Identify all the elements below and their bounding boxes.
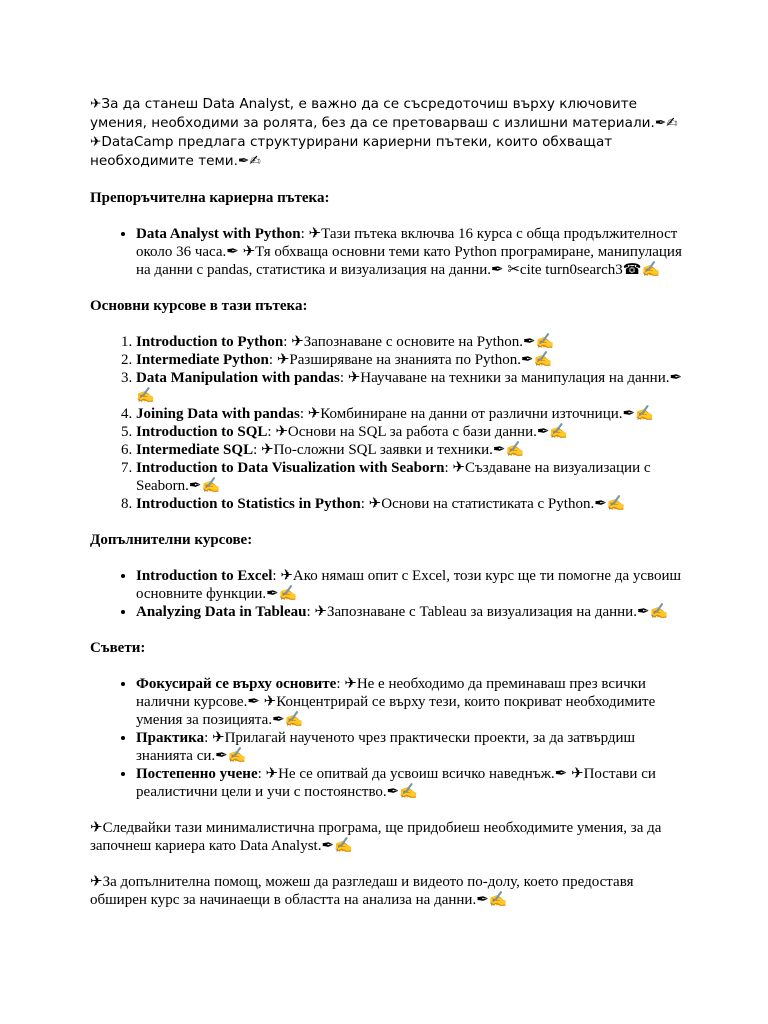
item-text: : ✈Комбиниране на данни от различни източници.✒✍ <box>299 406 654 422</box>
intro-paragraph: ✈За да станеш Data Analyst, е важно да се съсредоточиш върху ключовите умения, необходими за ролята, без да се претоварваш с излишни материали.✒✍ ✈DataCamp предлага структурирани кариерни пътеки, които обхващат необходимите теми.✒✍ <box>90 96 678 169</box>
item-title: Introduction to SQL <box>136 424 268 440</box>
core-courses-heading: Основни курсове в тази пътека: <box>90 298 308 314</box>
core-courses-list <box>90 333 690 513</box>
video-paragraph: ✈За допълнителна помощ, можеш да разгледаш и видеото по-долу, което предоставя обширен курс за начинаещи в областта на анализа на данни.✒✍ <box>90 874 634 908</box>
item-text: : ✈Запознаване с Tableau за визуализация на данни.✒✍ <box>306 604 669 620</box>
list-item <box>136 675 690 729</box>
item-text: : ✈Разширяване на знанията по Python.✒✍ <box>268 352 553 368</box>
item-text: : ✈Запознаване с основите на Python.✒✍ <box>283 334 555 350</box>
list-item <box>136 459 690 495</box>
item-title: Introduction to Statistics in Python <box>136 496 361 512</box>
item-title: Практика <box>136 730 205 746</box>
list-item <box>136 729 690 765</box>
list-item <box>136 369 690 405</box>
list-item <box>136 333 690 351</box>
item-title: Intermediate Python <box>136 352 269 368</box>
tips-heading: Съвети: <box>90 640 146 656</box>
item-text: : ✈Не е необходимо да преминаваш през всички налични курсове.✒ ✈Концентрирай се върху тези, които покриват необходимите умения за позицията.✒✍ <box>136 676 656 728</box>
item-title: Фокусирай се върху основите <box>136 676 337 692</box>
item-title: Постепенно учене <box>136 766 258 782</box>
list-item <box>136 441 690 459</box>
list-item <box>136 765 690 801</box>
item-text: : ✈Научаване на техники за манипулация на данни.✒✍ <box>136 370 683 404</box>
list-item <box>136 351 690 369</box>
list-item <box>136 225 690 279</box>
item-title: Introduction to Data Visualization with Seaborn <box>136 460 445 476</box>
list-item <box>136 423 690 441</box>
list-item <box>136 495 690 513</box>
item-text: : ✈Не се опитвай да усвоиш всичко наведнъж.✒ ✈Постави си реалистични цели и учи с постоянство.✒✍ <box>136 766 656 800</box>
item-title: Introduction to Excel <box>136 568 273 584</box>
item-text: : ✈Основи на SQL за работа с бази данни.✒✍ <box>267 424 569 440</box>
career-path-list <box>90 225 690 279</box>
item-text: : ✈Ако нямаш опит с Excel, този курс ще ти помогне да усвоиш основните функции.✒✍ <box>136 568 682 602</box>
item-title: Analyzing Data in Tableau <box>136 604 307 620</box>
extra-courses-heading: Допълнителни курсове: <box>90 532 253 548</box>
extra-courses-list <box>90 567 690 621</box>
item-title: Data Manipulation with pandas <box>136 370 340 386</box>
career-path-heading: Препоръчителна кариерна пътека: <box>90 190 330 206</box>
item-text: : ✈По-сложни SQL заявки и техники.✒✍ <box>253 442 525 458</box>
item-text: : ✈Основи на статистиката с Python.✒✍ <box>360 496 626 512</box>
item-title: Data Analyst with Python <box>136 226 301 242</box>
item-text: : ✈Създаване на визуализации с Seaborn.✒✍ <box>136 460 651 494</box>
document-page <box>90 95 690 927</box>
list-item <box>136 603 690 621</box>
item-title: Intermediate SQL <box>136 442 254 458</box>
item-text: : ✈Тази пътека включва 16 курса с обща продължителност около 36 часа.✒ ✈Тя обхваща основни теми като Python програмиране, манипулация на данни с pandas, статистика и визуализация на данни.✒ ✂cite turn0search3☎✍ <box>136 226 682 278</box>
tips-list <box>90 675 690 801</box>
item-title: Joining Data with pandas <box>136 406 300 422</box>
list-item <box>136 405 690 423</box>
item-text: : ✈Прилагай наученото чрез практически проекти, за да затвърдиш знанията си.✒✍ <box>136 730 636 764</box>
item-title: Introduction to Python <box>136 334 284 350</box>
closing-paragraph: ✈Следвайки тази минималистична програма, ще придобиеш необходимите умения, за да започнеш кариера като Data Analyst.✒✍ <box>90 820 662 854</box>
list-item <box>136 567 690 603</box>
